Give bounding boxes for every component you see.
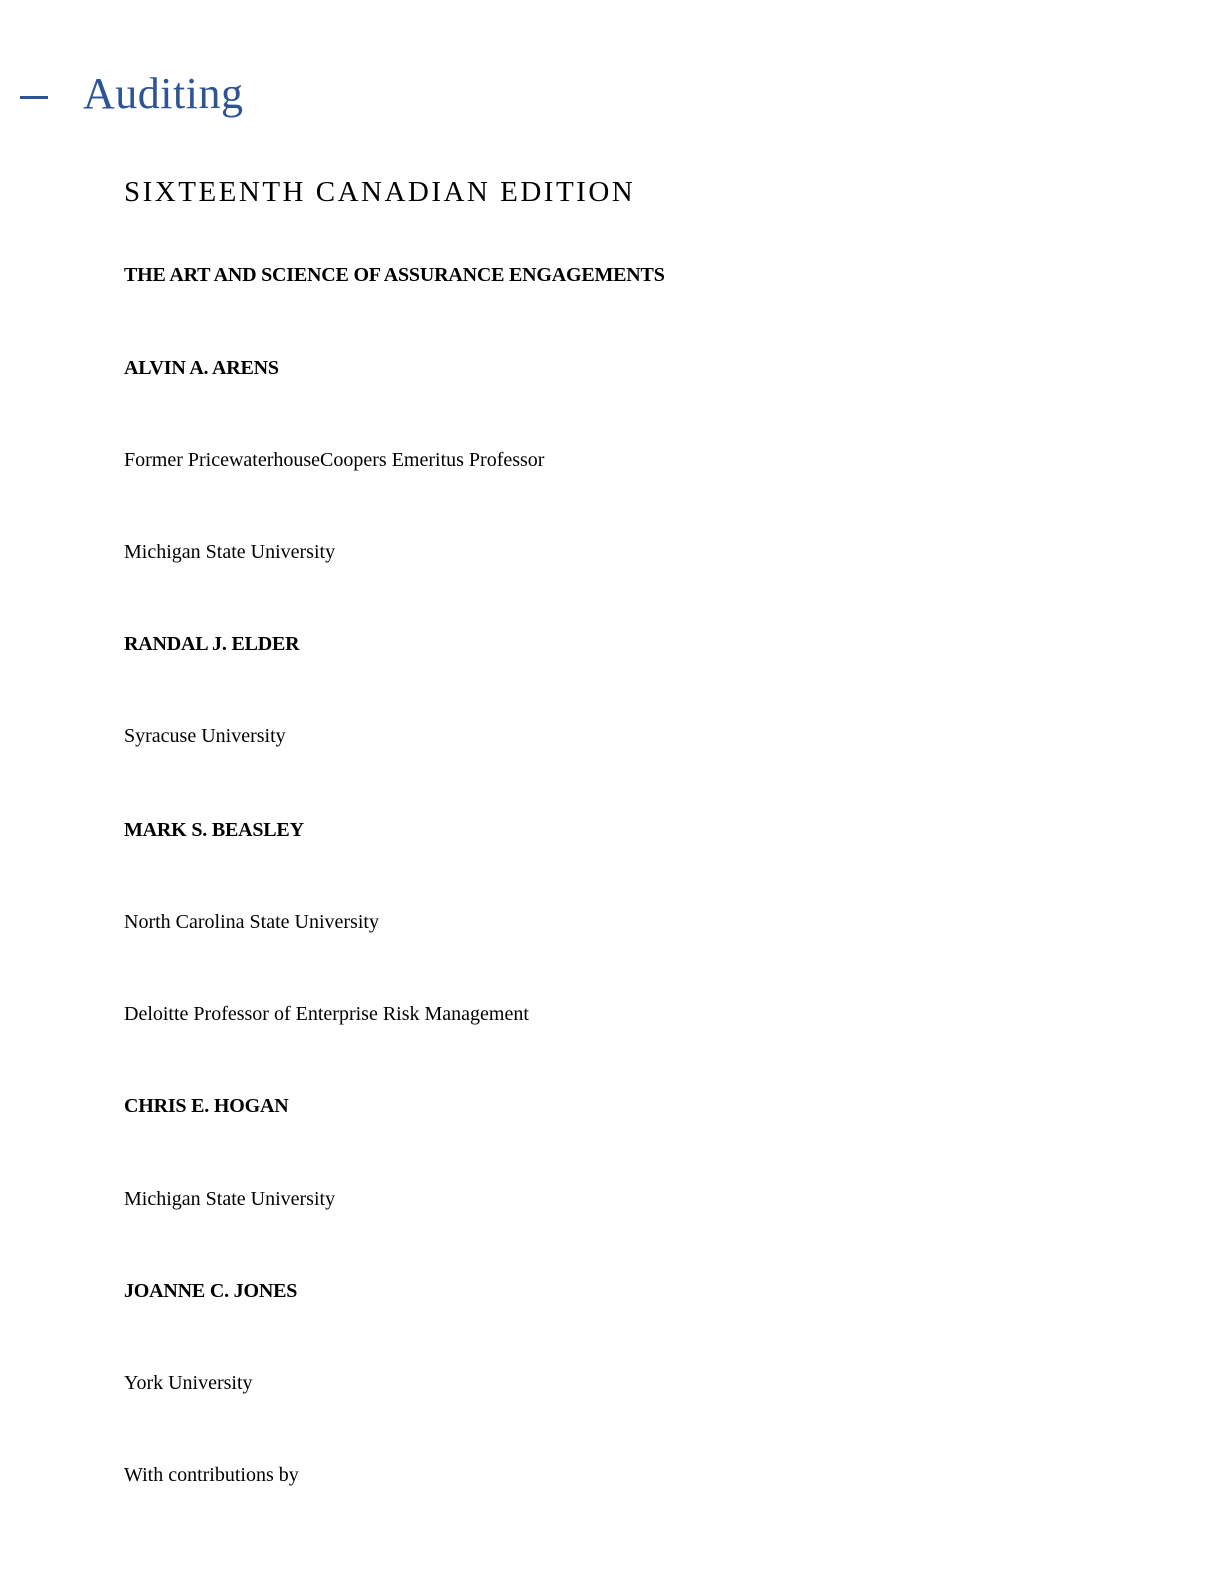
author-affiliation: Michigan State University bbox=[124, 541, 336, 563]
title-dash-rule bbox=[20, 96, 48, 99]
author-affiliation: Deloitte Professor of Enterprise Risk Management bbox=[124, 1003, 529, 1025]
author-affiliation: Syracuse University bbox=[124, 725, 286, 747]
author-affiliation: York University bbox=[124, 1372, 253, 1394]
book-title-row bbox=[0, 66, 1224, 126]
author-name-hogan: CHRIS E. HOGAN bbox=[124, 1095, 289, 1117]
contributions-label: With contributions by bbox=[124, 1464, 299, 1486]
author-name-elder: RANDAL J. ELDER bbox=[124, 633, 300, 655]
edition-label: SIXTEENTH CANADIAN EDITION bbox=[124, 176, 636, 208]
author-affiliation: Former PricewaterhouseCoopers Emeritus Professor bbox=[124, 449, 545, 471]
author-name-jones: JOANNE C. JONES bbox=[124, 1280, 298, 1302]
author-affiliation: Michigan State University bbox=[124, 1188, 336, 1210]
author-name-arens: ALVIN A. ARENS bbox=[124, 357, 279, 379]
book-title: Auditing bbox=[83, 69, 244, 118]
author-name-beasley: MARK S. BEASLEY bbox=[124, 819, 304, 841]
author-affiliation: North Carolina State University bbox=[124, 911, 379, 933]
book-subtitle: THE ART AND SCIENCE OF ASSURANCE ENGAGEMENTS bbox=[124, 264, 665, 286]
